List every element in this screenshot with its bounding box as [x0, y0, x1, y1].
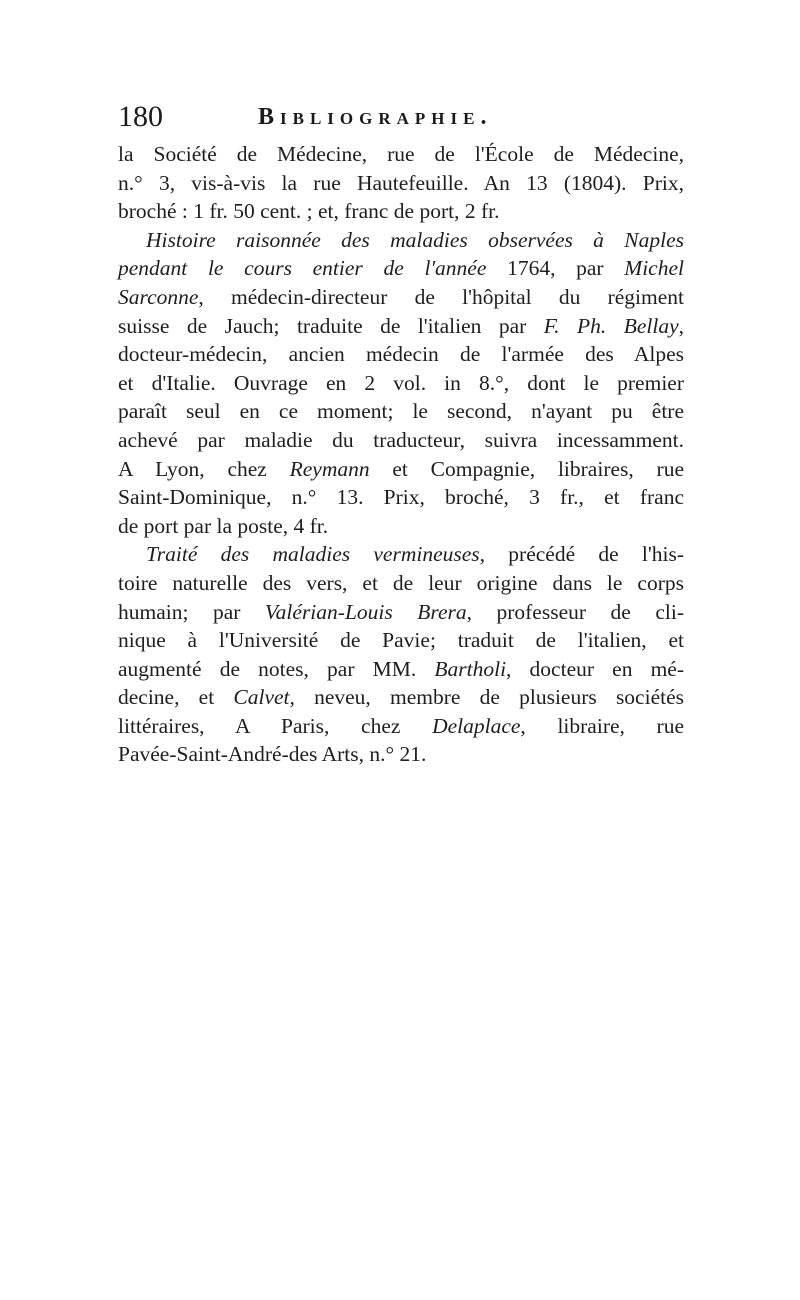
text-line: broché : 1 fr. 50 cent. ; et, franc de port, 2 fr. [118, 199, 500, 224]
text-line: Pavée-Saint-André-des Arts, n.° 21. [118, 742, 427, 767]
text-span: 1764, par [486, 256, 625, 281]
text-span: , [678, 313, 684, 338]
text-line [118, 254, 684, 283]
text-line [118, 655, 684, 684]
text-span: humain; par [118, 599, 265, 624]
book-title: Histoire raisonnée des maladies observées à Naples [146, 227, 684, 252]
author-name-cont: Sarconne [118, 284, 199, 309]
text-span: , libraire, rue [520, 713, 684, 738]
text-span: et Compagnie, libraires, rue [369, 456, 684, 481]
text-line: achevé par maladie du traducteur, suivra incessamment. [118, 427, 684, 452]
text-line [118, 598, 684, 627]
running-head: Bibliographie. [258, 104, 493, 130]
page-number: 180 [118, 100, 163, 133]
author-name: Valérian-Louis Brera [264, 599, 467, 624]
text-line: docteur-médecin, ancien médecin de l'armée des Alpes [118, 342, 684, 367]
editor-name: Calvet [233, 685, 290, 710]
book-title-cont: pendant le cours entier de l'année [118, 256, 487, 281]
text-span: , professeur de cli- [466, 599, 684, 624]
text-line [118, 683, 684, 712]
text-line [118, 283, 684, 312]
text-span: suisse de Jauch; traduite de l'italien par [118, 313, 544, 338]
text-line: et d'Italie. Ouvrage en 2 vol. in 8.°, dont le premier [118, 370, 684, 395]
text-line [118, 455, 684, 484]
text-span: A Lyon, chez [118, 456, 290, 481]
text-line: toire naturelle des vers, et de leur origine dans le corps [118, 570, 684, 595]
page-header [118, 100, 688, 140]
text-line: la Société de Médecine, rue de l'École de Médecine, [118, 142, 684, 166]
text-line: paraît seul en ce moment; le second, n'ayant pu être [118, 399, 684, 424]
text-line [118, 712, 684, 741]
book-title: Traité des maladies vermineuses [146, 542, 480, 567]
text-line: de port par la poste, 4 fr. [118, 513, 329, 538]
text-line [118, 312, 684, 341]
translator-name: F. Ph. Bellay [543, 313, 679, 338]
text-span: augmenté de notes, par MM. [118, 656, 435, 681]
text-line [118, 540, 684, 569]
text-line [118, 226, 684, 255]
text-span: littéraires, A Paris, chez [118, 713, 433, 738]
text-line: nique à l'Université de Pavie; traduit de l'italien, et [118, 628, 684, 653]
text-line: n.° 3, vis-à-vis la rue Hautefeuille. An 13 (1804). Prix, [118, 170, 684, 195]
text-span: , médecin-directeur de l'hôpital du régiment [198, 284, 684, 309]
text-line: Saint-Dominique, n.° 13. Prix, broché, 3 fr., et franc [118, 485, 684, 510]
editor-name: Bartholi [434, 656, 507, 681]
publisher-name: Delaplace [432, 713, 521, 738]
text-span: , précédé de l'his- [479, 542, 684, 567]
author-name: Michel [624, 256, 684, 281]
text-span: , docteur en mé- [506, 656, 685, 681]
text-span: decine, et [118, 685, 234, 710]
text-span: , neveu, membre de plusieurs sociétés [289, 685, 684, 710]
publisher-name: Reymann [289, 456, 370, 481]
page-body [118, 140, 684, 769]
